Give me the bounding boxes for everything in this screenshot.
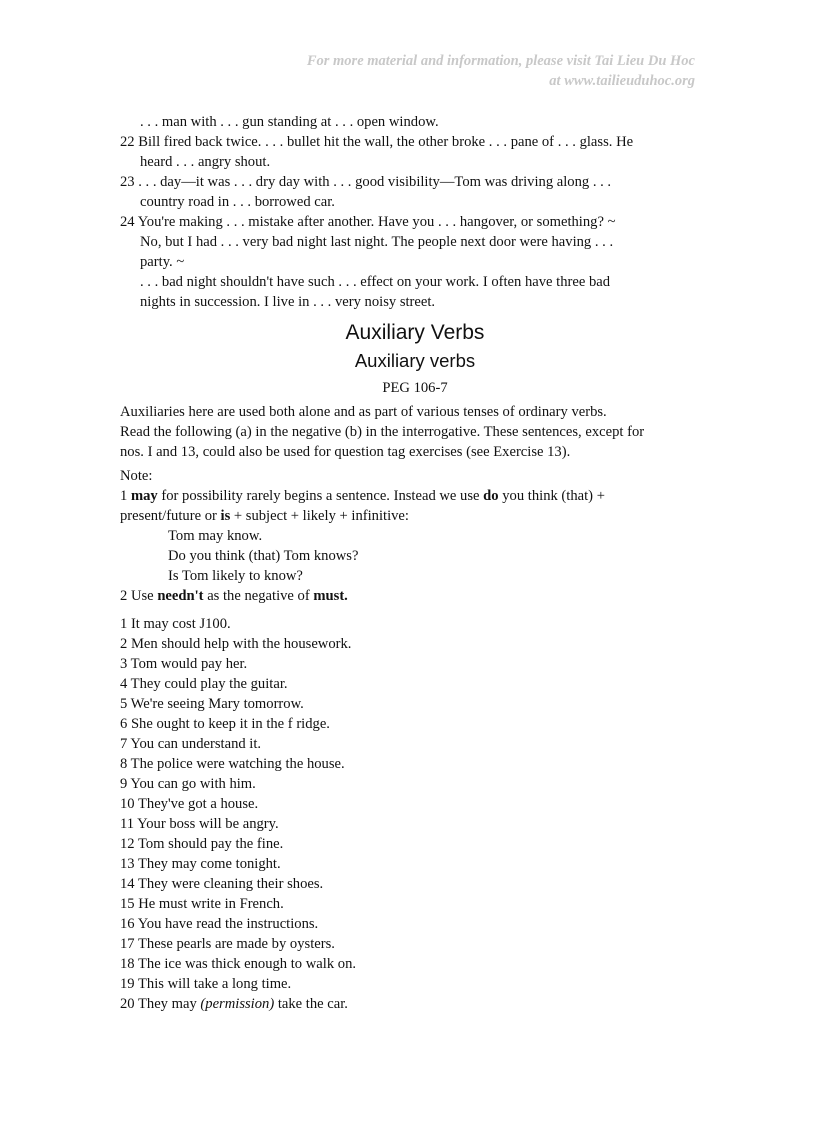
note-2-text-a: 2 Use [120, 588, 154, 604]
item-22-line-2: heard . . . angry shout. [140, 154, 271, 170]
note-1-keyword-do: do [483, 488, 499, 504]
intro-line-2: Read the following (a) in the negative (b) in the interrogative. These sentences, except for [120, 424, 645, 440]
list-item: 2 Men should help with the housework. [120, 636, 352, 652]
item-22 [120, 132, 710, 172]
list-item: 8 The police were watching the house. [120, 756, 345, 772]
item-24-line-4: . . . bad night shouldn't have such . . . effect on your work. I often have three bad [140, 274, 611, 290]
page-header-watermark [307, 51, 695, 91]
note-2-text-b: as the negative of [207, 588, 310, 604]
note-1-line-2 [120, 506, 710, 526]
section-title: Auxiliary Verbs [345, 321, 485, 344]
item-22-line-1: 22 Bill fired back twice. . . . bullet hit the wall, the other broke . . . pane of . . . glass. He [120, 134, 634, 150]
list-item: 19 This will take a long time. [120, 976, 292, 992]
note-1-example: Tom may know. [168, 528, 263, 544]
note-1-line-1 [120, 486, 710, 506]
section-subtitle: Auxiliary verbs [354, 350, 476, 371]
list-item: 10 They've got a house. [120, 796, 259, 812]
list-item: 17 These pearls are made by oysters. [120, 936, 335, 952]
list-item: 7 You can understand it. [120, 736, 262, 752]
item-20-text-b: take the car. [277, 996, 348, 1012]
header-line-2: at www.tailieuduhoc.org [549, 73, 695, 89]
item-24-line-2: No, but I had . . . very bad night last night. The people next door were having . . . [140, 234, 614, 250]
list-item: 1 It may cost J100. [120, 616, 231, 632]
note-1-text-a: for possibility rarely begins a sentence. Instead we use [161, 488, 480, 504]
note-2 [120, 586, 710, 606]
list-item: 15 He must write in French. [120, 896, 284, 912]
item-24-line-5: nights in succession. I live in . . . very noisy street. [140, 294, 436, 310]
list-item: 13 They may come tonight. [120, 856, 281, 872]
list-item: 9 You can go with him. [120, 776, 256, 792]
item-24 [120, 212, 710, 312]
list-item: 4 They could play the guitar. [120, 676, 288, 692]
item-23 [120, 172, 710, 212]
document-body [120, 112, 710, 1014]
note-1-example: Do you think (that) Tom knows? [168, 548, 359, 564]
list-item: 18 The ice was thick enough to walk on. [120, 956, 357, 972]
item-20-italic: (permission) [200, 996, 275, 1012]
note-1-line-2-a: present/future or [120, 508, 217, 524]
list-item [120, 994, 710, 1014]
note-1-text-b: you think (that) + [502, 488, 605, 504]
previous-exercise [120, 112, 710, 312]
item-24-line-1: 24 You're making . . . mistake after another. Have you . . . hangover, or something? ~ [120, 214, 616, 230]
note-1-keyword-may: may [130, 488, 158, 504]
item-24-line-3: party. ~ [140, 254, 185, 270]
exercise-list [120, 614, 710, 1014]
item-23-line-2: country road in . . . borrowed car. [140, 194, 335, 210]
list-item: 12 Tom should pay the fine. [120, 836, 284, 852]
item-20-text-a: 20 They may [120, 996, 197, 1012]
note-1 [120, 486, 710, 586]
note-1-line-2-b: + subject + likely + infinitive: [233, 508, 409, 524]
intro-line-3: nos. I and 13, could also be used for question tag exercises (see Exercise 13). [120, 444, 571, 460]
list-item: 14 They were cleaning their shoes. [120, 876, 324, 892]
intro-paragraph [120, 402, 710, 462]
list-item: 11 Your boss will be angry. [120, 816, 279, 832]
note-label: Note: [120, 468, 153, 484]
note-1-number: 1 [120, 488, 128, 504]
intro-line-1: Auxiliaries here are used both alone and as part of various tenses of ordinary verbs. [120, 404, 607, 420]
note-1-example: Is Tom likely to know? [168, 568, 303, 584]
list-item: 16 You have read the instructions. [120, 916, 319, 932]
item-23-line-1: 23 . . . day—it was . . . dry day with . . . good visibility—Tom was driving along . . . [120, 174, 612, 190]
note-1-keyword-is: is [220, 508, 231, 524]
note-2-keyword-must: must. [313, 588, 348, 604]
item-21-tail: . . . man with . . . gun standing at . . . open window. [140, 114, 439, 130]
note-2-keyword-neednt: needn't [157, 588, 204, 604]
list-item: 6 She ought to keep it in the f ridge. [120, 716, 330, 732]
header-line-1: For more material and information, please visit Tai Lieu Du Hoc [306, 53, 695, 69]
section-reference: PEG 106-7 [382, 380, 448, 396]
list-item: 3 Tom would pay her. [120, 656, 248, 672]
list-item: 5 We're seeing Mary tomorrow. [120, 696, 304, 712]
